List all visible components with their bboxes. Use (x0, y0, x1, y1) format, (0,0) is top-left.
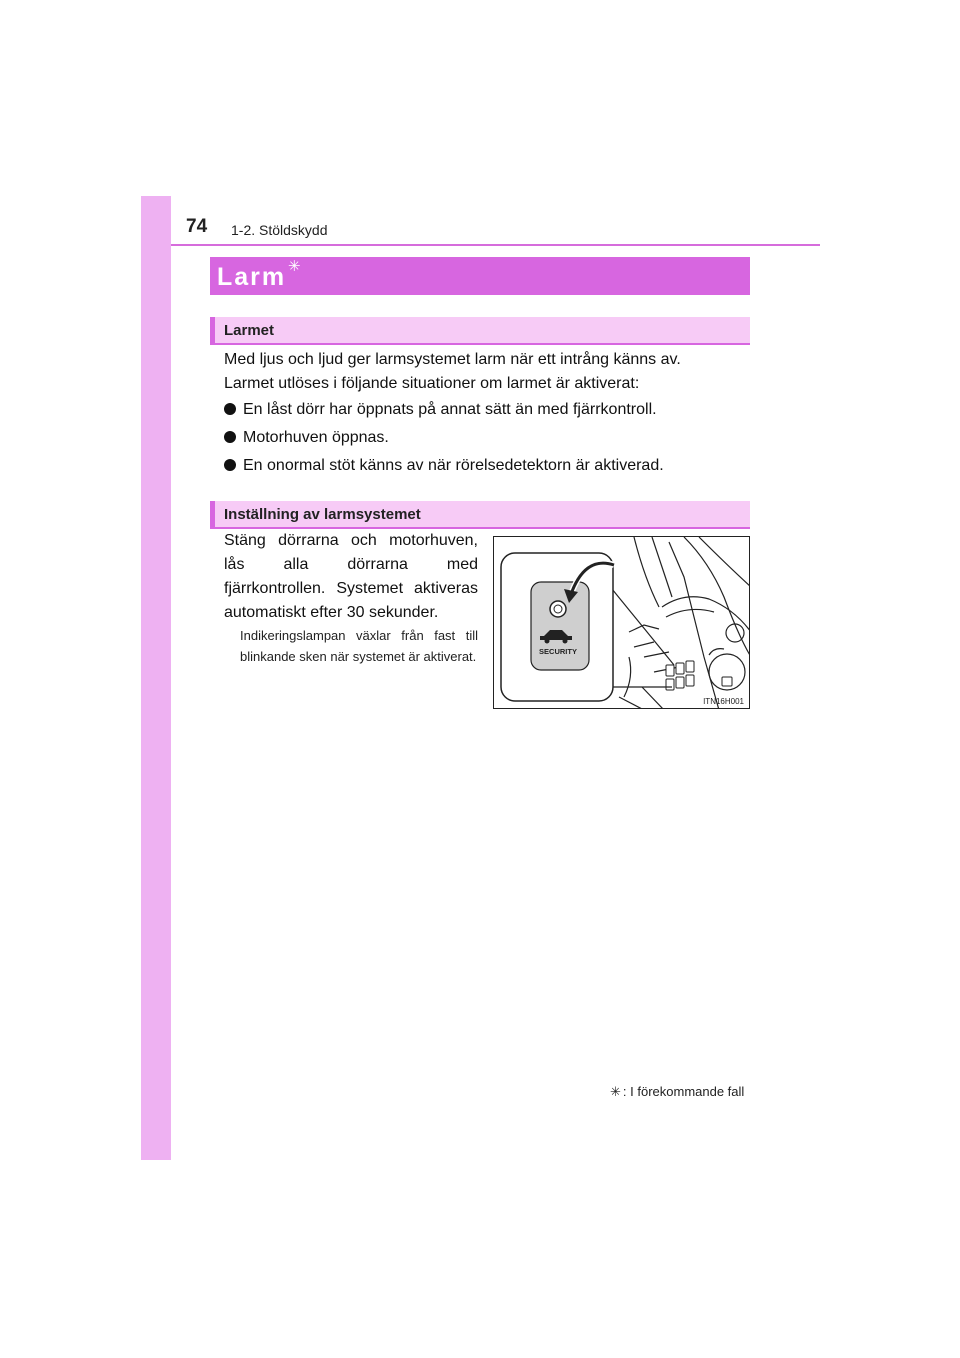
page-number: 74 (186, 216, 208, 237)
footnote-text: : I förekommande fall (622, 1084, 745, 1099)
asterisk-icon: ✳ (288, 258, 301, 275)
list-item-text: En låst dörr har öppnats på annat sätt än med fjärrkontroll. (243, 401, 657, 418)
list-item (224, 401, 657, 419)
section-heading-text: Larmet (224, 322, 275, 339)
security-button-figure (493, 536, 750, 709)
list-item (224, 457, 664, 475)
list-item-text: En onormal stöt känns av när rörelsedetektorn är aktiverad. (243, 457, 664, 474)
page-title: Larm (217, 263, 287, 291)
bullet-icon (224, 431, 236, 443)
side-tab-strip (141, 196, 171, 1160)
title-bar (210, 257, 750, 295)
section-heading-text: Inställning av larmsystemet (224, 506, 421, 523)
intro-line-1: Med ljus och ljud ger larmsystemet larm när ett intrång känns av. (224, 351, 681, 368)
section-heading-larmet (210, 317, 750, 345)
list-item (224, 429, 389, 447)
intro-line-2: Larmet utlöses i följande situationer om larmet är aktiverat: (224, 375, 640, 392)
dashboard-illustration (494, 537, 750, 709)
bullet-icon (224, 459, 236, 471)
security-button-label: SECURITY (539, 647, 577, 656)
bullet-icon (224, 403, 236, 415)
section-heading-installning (210, 501, 750, 529)
footnote (610, 1084, 744, 1100)
setting-note-text: Indikeringslampan växlar från fast till blinkande sken när systemet är aktiverat. (240, 628, 478, 664)
figure-code: ITN16H001 (703, 697, 744, 706)
header-rule (171, 244, 820, 246)
asterisk-icon: ✳ (610, 1084, 621, 1099)
setting-body-text: Stäng dörrarna och motorhuven, lås alla dörrarna med fjärrkontrollen. Systemet aktiveras automatiskt efter 30 sekunder. (224, 532, 478, 621)
section-reference: 1-2. Stöldskydd (231, 222, 328, 238)
list-item-text: Motorhuven öppnas. (243, 429, 389, 446)
